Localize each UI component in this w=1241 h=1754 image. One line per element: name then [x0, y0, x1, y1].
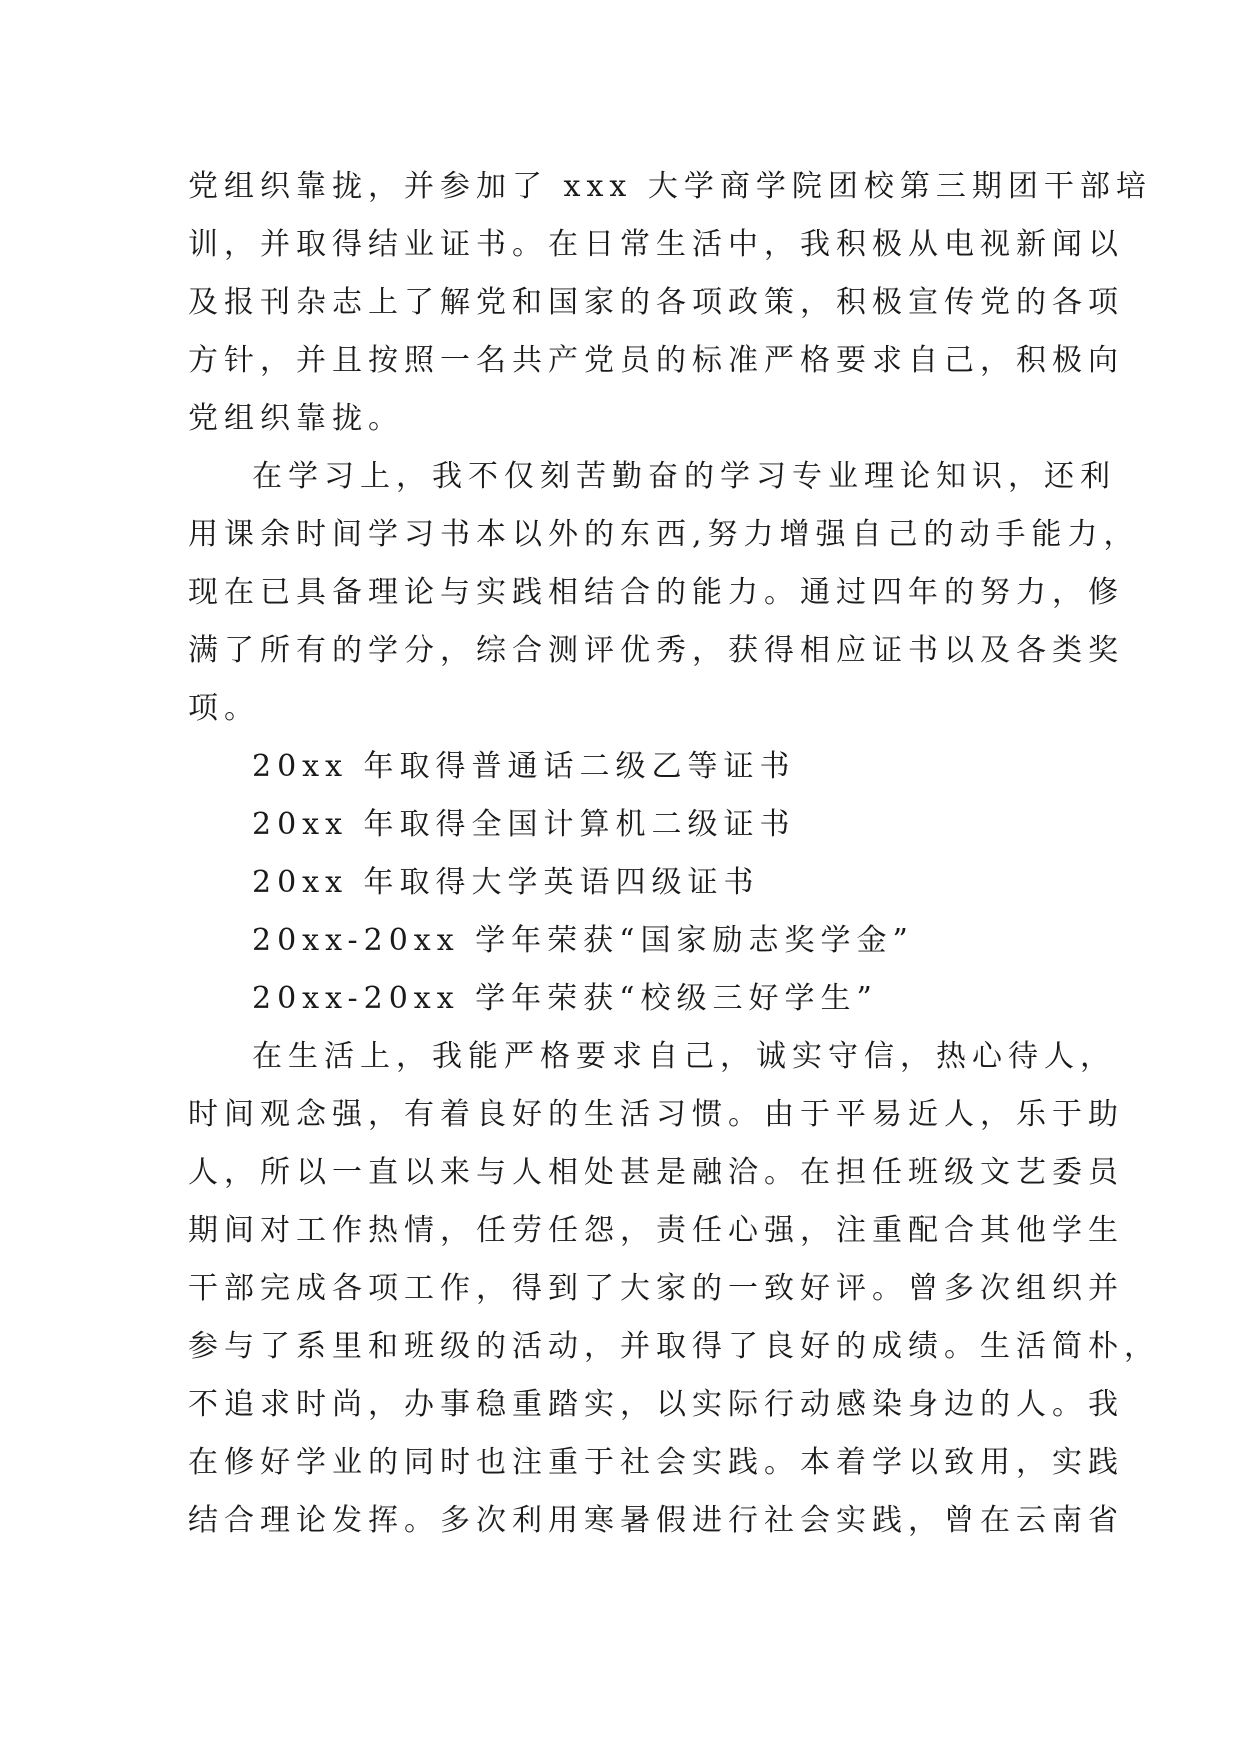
paragraph-study: [188, 448, 1140, 738]
text-line: 训，并取得结业证书。在日常生活中，我积极从电视新闻以: [188, 227, 1124, 262]
award-item: [188, 854, 1058, 912]
award-text: 20xx 年取得全国计算机二级证书: [252, 807, 796, 842]
award-text: 20xx 年取得普通话二级乙等证书: [252, 749, 796, 784]
text-line: 人，所以一直以来与人相处甚是融洽。在担任班级文艺委员: [188, 1155, 1124, 1190]
text-line: 现在已具备理论与实践相结合的能力。通过四年的努力，修: [188, 575, 1124, 610]
text-line: 干部完成各项工作，得到了大家的一致好评。曾多次组织并: [188, 1271, 1124, 1306]
award-text: 20xx-20xx 学年荣获“国家励志奖学金”: [252, 923, 914, 958]
text-line: 结合理论发挥。多次利用寒暑假进行社会实践，曾在云南省: [188, 1503, 1124, 1538]
text-line: 党组织靠拢，并参加了 xxx 大学商学院团校第三期团干部培: [188, 169, 1152, 204]
text-line: 及报刊杂志上了解党和国家的各项政策，积极宣传党的各项: [188, 285, 1124, 320]
text-line: 时间观念强，有着良好的生活习惯。由于平易近人，乐于助: [188, 1097, 1124, 1132]
paragraph-life: [188, 1028, 1160, 1550]
award-text: 20xx 年取得大学英语四级证书: [252, 865, 760, 900]
text-line: 参与了系里和班级的活动，并取得了良好的成绩。生活简朴，: [188, 1329, 1160, 1364]
text-line: 在修好学业的同时也注重于社会实践。本着学以致用，实践: [188, 1445, 1124, 1480]
award-item: [188, 912, 1058, 970]
document-body: [188, 158, 1160, 1550]
award-item: [188, 796, 1058, 854]
paragraph-party: [188, 158, 1152, 448]
text-line: 不追求时尚，办事稳重踏实，以实际行动感染身边的人。我: [188, 1387, 1124, 1422]
award-item: [188, 738, 1058, 796]
text-line: 在学习上，我不仅刻苦勤奋的学习专业理论知识，还利: [252, 459, 1116, 494]
text-line: 期间对工作热情，任劳任怨，责任心强，注重配合其他学生: [188, 1213, 1124, 1248]
award-text: 20xx-20xx 学年荣获“校级三好学生”: [252, 981, 878, 1016]
text-line: 方针，并且按照一名共产党员的标准严格要求自己，积极向: [188, 343, 1124, 378]
text-line: 用课余时间学习书本以外的东西,努力增强自己的动手能力，: [188, 517, 1140, 552]
text-line: 在生活上，我能严格要求自己，诚实守信，热心待人，: [252, 1039, 1116, 1074]
text-line: 项。: [188, 691, 260, 726]
award-item: [188, 970, 1058, 1028]
text-line: 党组织靠拢。: [188, 401, 404, 436]
text-line: 满了所有的学分，综合测评优秀，获得相应证书以及各类奖: [188, 633, 1124, 668]
